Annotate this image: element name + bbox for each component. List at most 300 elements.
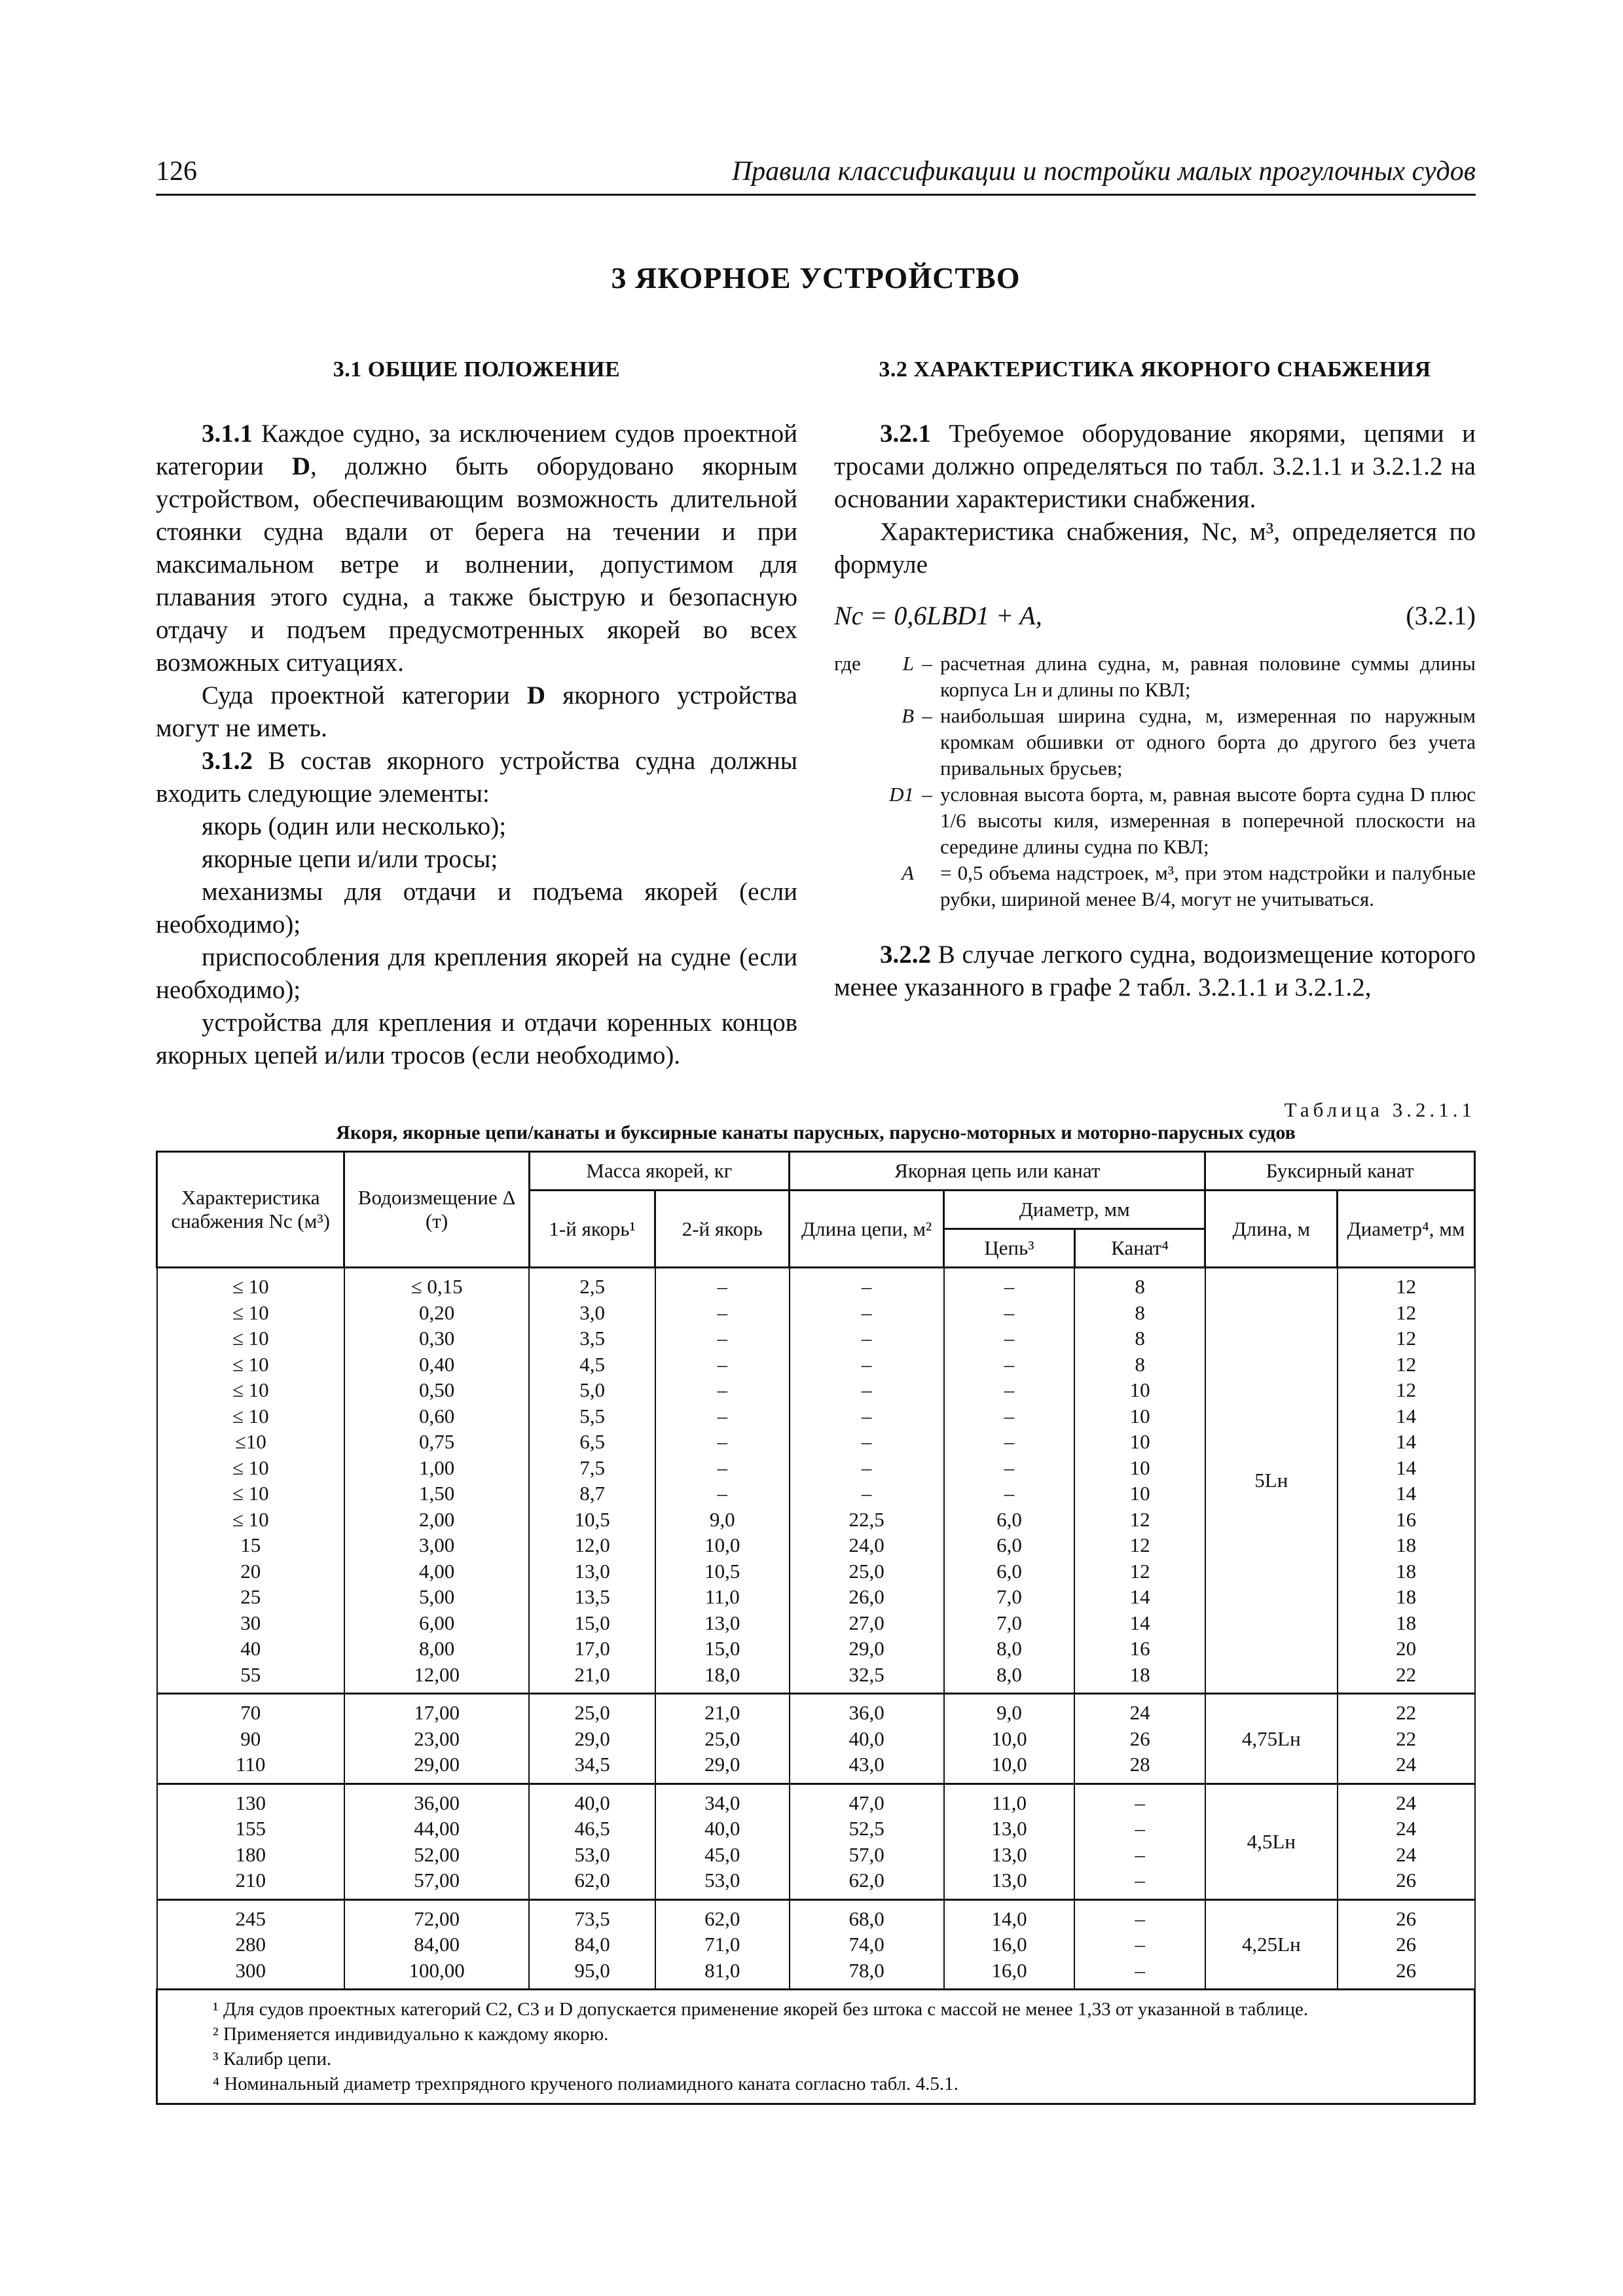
definition-row: B – наибольшая ширина судна, м, измеренная по наружным кромкам обшивки от одного борта до другого без учета привальных брусьев;	[834, 703, 1476, 781]
table-cell-value: 18	[1396, 1585, 1417, 1608]
table-cell-value: ≤ 10	[232, 1378, 269, 1401]
table-cell-value: 57,0	[848, 1842, 884, 1866]
table-cell-value: 62,0	[574, 1869, 610, 1892]
table-cell-value: 22	[1396, 1727, 1417, 1750]
table-cell-value: 55	[240, 1662, 261, 1686]
definition-row: где L – расчетная длина судна, м, равная половине суммы длины корпуса Lн и длины по КВЛ;	[834, 651, 1476, 703]
table-cell-value: 16	[1396, 1507, 1417, 1531]
page-number: 126	[156, 156, 197, 187]
table-cell-value: 16,0	[991, 1958, 1027, 1982]
cell-displacement	[344, 1694, 529, 1784]
table-cell-value: 24,0	[848, 1534, 884, 1556]
table-cell-value: 13,0	[574, 1559, 610, 1583]
cell-anchor-2	[655, 1694, 790, 1784]
table-cell-value: –	[1004, 1456, 1015, 1479]
cell-anchor-2	[655, 1268, 790, 1694]
table-cell-value: 95,0	[574, 1958, 610, 1982]
table-cell-value: –	[717, 1327, 728, 1350]
table-cell-value: 70	[240, 1701, 261, 1724]
table-cell-value: –	[1135, 1933, 1145, 1956]
table-cell-value: ≤ 10	[232, 1300, 269, 1324]
table-cell-value: ≤ 0,15	[410, 1275, 463, 1298]
cell-anchor-1	[529, 1784, 655, 1899]
cell-anchor-2	[655, 1784, 790, 1899]
table-cell-value: 57,00	[414, 1869, 460, 1892]
cell-tow-diameter	[1338, 1268, 1475, 1694]
clause-number: 3.1.1	[202, 420, 253, 448]
table-cell-value: 8	[1135, 1300, 1145, 1324]
definition-row	[834, 860, 1476, 912]
table-cell-value: 6,0	[996, 1534, 1022, 1556]
section-heading-3-1: 3.1 ОБЩИЕ ПОЛОЖЕНИЕ	[333, 357, 621, 382]
paragraph-category-d	[156, 679, 797, 745]
table-cell-value: 15	[240, 1534, 261, 1556]
table-cell-value: 2,5	[579, 1275, 605, 1298]
table-cell-value: 52,00	[414, 1842, 460, 1866]
paragraph-text: якорного устройства могут не иметь.	[156, 681, 797, 742]
table-cell-value: 1,50	[418, 1482, 455, 1505]
table-cell-value: 280	[235, 1933, 266, 1956]
table-cell-value: 81,0	[704, 1958, 740, 1982]
table-cell-value: 17,00	[414, 1701, 460, 1724]
table-cell-value: 15,0	[704, 1637, 740, 1660]
table-cell-value: 24	[1396, 1817, 1417, 1840]
table-cell-value: 43,0	[848, 1753, 884, 1776]
cell-nc	[157, 1899, 344, 1990]
table-cell-value: –	[861, 1456, 872, 1479]
cell-nc	[157, 1268, 344, 1694]
table-cell-value: 24	[1396, 1791, 1417, 1814]
note: ² Применяется индивидуально к каждому якорю.	[213, 2024, 609, 2045]
table-cell-value: 27,0	[848, 1611, 884, 1634]
table-cell-value: 7,0	[996, 1585, 1022, 1608]
right-column	[834, 353, 1476, 1004]
table-cell-value: 14	[1129, 1585, 1150, 1608]
table-cell-value: 180	[235, 1842, 266, 1866]
list-item: механизмы для отдачи и подъема якорей (если необходимо);	[156, 878, 797, 939]
table-cell-value: 12	[1396, 1378, 1417, 1401]
table-cell-value: –	[717, 1456, 728, 1479]
table-cell-value: ≤ 10	[232, 1456, 269, 1479]
table-cell-value: 11,0	[991, 1791, 1027, 1814]
cell-tow-length	[1205, 1784, 1338, 1899]
table-cell-value: 9,0	[996, 1701, 1022, 1724]
cell-rope-diameter	[1074, 1694, 1205, 1784]
table-cell-value: 45,0	[704, 1842, 740, 1866]
table-cell-value: 18	[1396, 1611, 1417, 1634]
tow-length-value: 4,25Lн	[1241, 1933, 1301, 1956]
table-cell-value: 6,0	[996, 1507, 1022, 1531]
cell-rope-diameter	[1074, 1899, 1205, 1990]
table-cell-value: 13,0	[704, 1611, 740, 1634]
table-cell-value: 6,5	[579, 1430, 605, 1453]
table-cell-value: 11,0	[704, 1585, 740, 1608]
table-cell-value: 40,0	[704, 1817, 740, 1840]
table-cell-value: 62,0	[704, 1907, 740, 1930]
formula-expression: Nc = 0,6LBD1 + A,	[834, 601, 1042, 630]
table-cell-value: 73,5	[574, 1907, 610, 1930]
where-definitions	[834, 651, 1476, 912]
table-cell-value: –	[861, 1327, 872, 1350]
tow-length-value: 4,5Lн	[1247, 1829, 1296, 1853]
table-cell-value: 24	[1396, 1842, 1417, 1866]
paragraph-3-1-2	[156, 745, 797, 810]
table-cell-value: 10	[1129, 1430, 1150, 1453]
cell-tow-diameter	[1338, 1899, 1475, 1990]
paragraph-3-2-1	[834, 418, 1476, 516]
table-cell-value: 6,00	[418, 1611, 455, 1634]
table-cell-value: –	[1004, 1378, 1015, 1401]
list-item: устройства для крепления и отдачи коренных концов якорных цепей и/или тросов (если необходимо).	[156, 1009, 797, 1069]
paragraph-nc-definition: Характеристика снабжения, Nc, м³, определяется по формуле	[834, 518, 1476, 579]
table-cell-value: 300	[235, 1958, 266, 1982]
running-header	[156, 152, 1476, 196]
cell-chain-diameter	[944, 1694, 1075, 1784]
cell-displacement	[344, 1784, 529, 1899]
table-cell-value: 20	[240, 1559, 261, 1583]
table-cell-value: 0,75	[418, 1430, 455, 1453]
header-anchor-mass: Масса якорей, кг	[529, 1152, 789, 1191]
header-tow-rope: Буксирный канат	[1205, 1152, 1475, 1191]
table-cell-value: 29,0	[574, 1727, 610, 1750]
table-cell-value: 14	[1129, 1611, 1150, 1634]
definition-text: условная высота борта, м, равная высоте борта судна D плюс 1/6 высоты киля, измеренная в поперечной плоскости на середине длины судна по КВЛ;	[940, 783, 1476, 858]
table-cell-value: –	[1004, 1327, 1015, 1350]
clause-number: 3.2.2	[880, 941, 931, 969]
definition-text: расчетная длина судна, м, равная половине суммы длины корпуса Lн и длины по КВЛ;	[940, 652, 1476, 701]
table-cell-value: 29,0	[704, 1753, 740, 1776]
table-cell-value: 36,0	[848, 1701, 884, 1724]
table-cell-value: –	[717, 1352, 728, 1376]
table-cell-value: –	[1135, 1869, 1145, 1892]
cell-anchor-2	[655, 1899, 790, 1990]
table-cell-value: ≤ 10	[232, 1482, 269, 1505]
table-cell-value: 29,0	[848, 1637, 884, 1660]
table-cell-value: 34,0	[704, 1791, 740, 1814]
table-cell-value: –	[1135, 1817, 1145, 1840]
header-rope: Канат⁴	[1074, 1229, 1205, 1268]
table-cell-value: 12,00	[414, 1662, 460, 1686]
paragraph-3-1-1	[156, 418, 797, 679]
table-cell-value: 14	[1396, 1482, 1417, 1505]
table-cell-value: 24	[1396, 1753, 1417, 1776]
table-cell-value: 84,0	[574, 1933, 610, 1956]
header-displacement: Водоизмещение Δ (т)	[344, 1152, 529, 1268]
table-cell-value: 4,5	[579, 1352, 605, 1376]
table-cell-value: 0,40	[418, 1352, 455, 1376]
table-cell-value: 46,5	[574, 1817, 610, 1840]
formula-number: (3.2.1)	[1406, 601, 1476, 630]
definition-symbol: L	[902, 652, 914, 675]
table-cell-value: 40,0	[848, 1727, 884, 1750]
table-cell-value: 8,00	[418, 1637, 455, 1660]
table-cell-value: 84,00	[414, 1933, 460, 1956]
table-cell-value: 12	[1396, 1352, 1417, 1376]
table-cell-value: 15,0	[574, 1611, 610, 1634]
table-cell-value: 18	[1129, 1662, 1150, 1686]
table-cell-value: 14,0	[991, 1907, 1027, 1930]
table-cell-value: 28	[1129, 1753, 1150, 1776]
table-cell-value: 34,5	[574, 1753, 610, 1776]
table-cell-value: 5,00	[418, 1585, 455, 1608]
chapter-title: 3 ЯКОРНОЕ УСТРОЙСТВО	[611, 261, 1021, 295]
section-heading-3-2: 3.2 ХАРАКТЕРИСТИКА ЯКОРНОГО СНАБЖЕНИЯ	[879, 357, 1431, 382]
header-tow-diameter: Диаметр⁴, мм	[1338, 1191, 1475, 1268]
table-cell-value: 18	[1396, 1534, 1417, 1556]
table-cell-value: 5,5	[579, 1404, 605, 1427]
table-cell-value: –	[1004, 1430, 1015, 1453]
paragraph-text: Требуемое оборудование якорями, цепями и тросами должно определяться по табл. 3.2.1.1 и 3.2.1.2 на основании характеристики снабжения.	[834, 420, 1476, 513]
table-body	[157, 1268, 1475, 1990]
table-cell-value: 7,5	[579, 1456, 605, 1479]
table-cell-value: 23,00	[414, 1727, 460, 1750]
table-cell-value: 9,0	[709, 1507, 735, 1531]
table-cell-value: 22	[1396, 1662, 1417, 1686]
table-cell-value: 8,7	[579, 1482, 605, 1505]
table-cell-value: 18	[1396, 1559, 1417, 1583]
table-cell-value: 25,0	[848, 1559, 884, 1583]
cell-chain-diameter	[944, 1899, 1075, 1990]
table-cell-value: ≤ 10	[232, 1352, 269, 1376]
cell-tow-diameter	[1338, 1784, 1475, 1899]
table-title: Якоря, якорные цепи/канаты и буксирные канаты парусных, парусно-моторных и моторно-парусных судов	[336, 1122, 1296, 1143]
table-cell-value: 12,0	[574, 1534, 610, 1556]
table-cell-value: 10,5	[704, 1559, 740, 1583]
table-cell-value: 210	[235, 1869, 266, 1892]
table-cell-value: 26	[1396, 1958, 1417, 1982]
table-cell-value: 3,0	[579, 1300, 605, 1324]
table-cell-value: 36,00	[414, 1791, 460, 1814]
table-cell-value: 5,0	[579, 1378, 605, 1401]
header-anchor-1: 1-й якорь¹	[529, 1191, 655, 1268]
table-cell-value: 22,5	[848, 1507, 884, 1531]
cell-chain-diameter	[944, 1268, 1075, 1694]
table-cell-value: 24	[1129, 1701, 1150, 1724]
definition-symbol: B	[902, 704, 914, 727]
header-anchor-2: 2-й якорь	[655, 1191, 790, 1268]
table-cell-value: 47,0	[848, 1791, 884, 1814]
cell-anchor-1	[529, 1899, 655, 1990]
tow-length-value: 5Lн	[1254, 1469, 1288, 1492]
paragraph-text: В состав якорного устройства судна должны входить следующие элементы:	[156, 747, 797, 808]
definition-text: наибольшая ширина судна, м, измеренная по наружным кромкам обшивки от одного борта до другого без учета привальных брусьев;	[940, 704, 1476, 780]
table-cell-value: ≤ 10	[232, 1507, 269, 1531]
table-cell-value: –	[1004, 1300, 1015, 1324]
table-cell-value: 53,0	[574, 1842, 610, 1866]
where-label: где	[834, 652, 861, 675]
paragraph-text: Каждое судно, за исключением судов проектной категории	[156, 420, 797, 480]
table-cell-value: 25	[240, 1585, 261, 1608]
table-cell-value: ≤10	[234, 1430, 266, 1453]
table-cell-value: –	[1004, 1275, 1015, 1298]
category-d: D	[291, 452, 311, 480]
table-cell-value: –	[1135, 1907, 1145, 1930]
table-cell-value: 12	[1396, 1275, 1417, 1298]
table-cell-value: 22	[1396, 1701, 1417, 1724]
table-cell-value: 7,0	[996, 1611, 1022, 1634]
cell-anchor-1	[529, 1268, 655, 1694]
table-cell-value: 17,0	[574, 1637, 610, 1660]
table-cell-value: 32,5	[848, 1662, 884, 1686]
table-header	[157, 1152, 1475, 1268]
table-cell-value: –	[1004, 1482, 1015, 1505]
table-row-group	[157, 1784, 1475, 1899]
table-cell-value: 40	[240, 1637, 261, 1660]
table-cell-value: 12	[1396, 1327, 1417, 1350]
table-cell-value: 21,0	[704, 1701, 740, 1724]
table-cell-value: –	[1135, 1958, 1145, 1982]
table-cell-value: 12	[1129, 1559, 1150, 1583]
list-item: якорные цепи и/или тросы;	[202, 845, 498, 873]
table-cell-value: 68,0	[848, 1907, 884, 1930]
table-cell-value: 30	[240, 1611, 261, 1634]
table-cell-value: 13,0	[991, 1817, 1027, 1840]
table-cell-value: 13,0	[991, 1842, 1027, 1866]
table-cell-value: –	[717, 1430, 728, 1453]
table-cell-value: 1,00	[418, 1456, 455, 1479]
table-cell-value: 71,0	[704, 1933, 740, 1956]
table-cell-value: 16	[1129, 1637, 1150, 1660]
table-cell-value: 26	[1396, 1869, 1417, 1892]
definition-text: = 0,5 объема надстроек, м³, при этом надстройки и палубные рубки, шириной менее B/4, могут не учитываться.	[940, 861, 1476, 910]
cell-nc	[157, 1694, 344, 1784]
table-cell-value: 26,0	[848, 1585, 884, 1608]
table-cell-value: 3,5	[579, 1327, 605, 1350]
cell-rope-diameter	[1074, 1268, 1205, 1694]
table-cell-value: 40,0	[574, 1791, 610, 1814]
table-cell-value: 16,0	[991, 1933, 1027, 1956]
cell-tow-length	[1205, 1899, 1338, 1990]
table-cell-value: 10,0	[991, 1727, 1027, 1750]
table-cell-value: 8	[1135, 1327, 1145, 1350]
table-cell-value: –	[861, 1378, 872, 1401]
table-cell-value: 78,0	[848, 1958, 884, 1982]
header-chain-length: Длина цепи, м²	[790, 1191, 944, 1268]
cell-nc	[157, 1784, 344, 1899]
table-cell-value: –	[861, 1352, 872, 1376]
definition-symbol: A	[902, 861, 914, 884]
table-cell-value: 26	[1129, 1727, 1150, 1750]
table-cell-value: 74,0	[848, 1933, 884, 1956]
header-diameter: Диаметр, мм	[944, 1191, 1205, 1229]
header-tow-length: Длина, м	[1205, 1191, 1338, 1268]
table-cell-value: –	[717, 1378, 728, 1401]
table-cell-value: 100,00	[409, 1958, 465, 1982]
table-cell-value: 10,0	[991, 1753, 1027, 1776]
table-cell-value: 8,0	[996, 1662, 1022, 1686]
table-row-group	[157, 1694, 1475, 1784]
table-cell-value: 10	[1129, 1482, 1150, 1505]
tow-length-value: 4,75Lн	[1241, 1727, 1301, 1750]
table-cell-value: 26	[1396, 1933, 1417, 1956]
table-cell-value: 10	[1129, 1404, 1150, 1427]
clause-number: 3.2.1	[880, 420, 931, 448]
table-cell-value: 52,5	[848, 1817, 884, 1840]
clause-number: 3.1.2	[202, 747, 253, 775]
list-item: приспособления для крепления якорей на судне (если необходимо);	[156, 943, 797, 1004]
table-cell-value: 20	[1396, 1637, 1417, 1660]
table-cell-value: 53,0	[704, 1869, 740, 1892]
table-cell-value: –	[861, 1482, 872, 1505]
cell-tow-diameter	[1338, 1694, 1475, 1784]
table-cell-value: 14	[1396, 1404, 1417, 1427]
table-cell-value: 12	[1129, 1534, 1150, 1556]
table-cell-value: 90	[240, 1727, 261, 1750]
table-cell-value: 10	[1129, 1378, 1150, 1401]
table-cell-value: 26	[1396, 1907, 1417, 1930]
table-cell-value: 14	[1396, 1430, 1417, 1453]
anchor-equipment-table	[156, 1151, 1476, 2105]
table-cell-value: –	[861, 1430, 872, 1453]
table-cell-value: 44,00	[414, 1817, 460, 1840]
table-cell-value: 10	[1129, 1456, 1150, 1479]
table-cell-value: 13,5	[574, 1585, 610, 1608]
table-cell-value: 29,00	[414, 1753, 460, 1776]
table-cell-value: ≤ 10	[232, 1404, 269, 1427]
paragraph-text: Суда проектной категории	[202, 681, 527, 709]
header-nc: Характеристика снабжения Nc (м³)	[157, 1152, 344, 1268]
table-cell-value: 10,5	[574, 1507, 610, 1531]
table-cell-value: 21,0	[574, 1662, 610, 1686]
table-cell-value: 4,00	[418, 1559, 455, 1583]
table-cell-value: –	[861, 1275, 872, 1298]
table-cell-value: 6,0	[996, 1559, 1022, 1583]
table-row-group	[157, 1899, 1475, 1990]
table-cell-value: –	[861, 1300, 872, 1324]
table-cell-value: 10,0	[704, 1534, 740, 1556]
formula-3-2-1	[834, 600, 1476, 632]
cell-chain-length	[790, 1268, 944, 1694]
cell-chain-length	[790, 1899, 944, 1990]
table-cell-value: –	[717, 1275, 728, 1298]
table-cell-value: –	[717, 1300, 728, 1324]
cell-tow-length	[1205, 1694, 1338, 1784]
table-cell-value: 18,0	[704, 1662, 740, 1686]
definition-symbol: D1	[889, 783, 914, 806]
definition-row: D1 – условная высота борта, м, равная высоте борта судна D плюс 1/6 высоты киля, измеренная в поперечной плоскости на середине длины судна по КВЛ;	[834, 781, 1476, 860]
table-cell-value: 72,00	[414, 1907, 460, 1930]
note: ⁴ Номинальный диаметр трехпрядного крученого полиамидного каната согласно табл. 4.5.1.	[213, 2073, 958, 2094]
cell-chain-length	[790, 1694, 944, 1784]
cell-displacement	[344, 1899, 529, 1990]
note: ¹ Для судов проектных категорий C2, C3 и D допускается применение якорей без штока с массой не менее 1,33 от указанной в таблице.	[213, 1999, 1309, 2020]
table-cell-value: 155	[235, 1817, 266, 1840]
table-cell-value: 8	[1135, 1275, 1145, 1298]
table-notes	[157, 1990, 1475, 2104]
header-anchor-chain: Якорная цепь или канат	[790, 1152, 1205, 1191]
table-cell-value: –	[1004, 1352, 1015, 1376]
table-cell-value: –	[717, 1482, 728, 1505]
table-cell-value: –	[861, 1404, 872, 1427]
cell-tow-length	[1205, 1268, 1338, 1694]
cell-displacement	[344, 1268, 529, 1694]
paragraph-text: В случае легкого судна, водоизмещение которого менее указанного в графе 2 табл. 3.2.1.1 и 3.2.1.2,	[834, 941, 1476, 1001]
table-cell-value: 13,0	[991, 1869, 1027, 1892]
table-cell-value: 12	[1129, 1507, 1150, 1531]
table-cell-value: ≤ 10	[232, 1275, 269, 1298]
paragraph-text: , должно быть оборудовано якорным устройством, обеспечивающим возможность длительной стоянки судна вдали от берега на течении и при максимальном ветре и волнении, допустимом для плавания этого судна, а также быструю и безопасную отдачу и подъем предусмотренных якорей во всех возможных ситуациях.	[156, 452, 797, 677]
table-row-group	[157, 1268, 1475, 1694]
table-cell-value: 130	[235, 1791, 266, 1814]
table-cell-value: 245	[235, 1907, 266, 1930]
note: ³ Калибр цепи.	[213, 2049, 332, 2070]
left-column	[156, 353, 797, 1072]
table-cell-value: 2,00	[418, 1507, 455, 1531]
table-cell-value: –	[717, 1404, 728, 1427]
table-cell-value: –	[1004, 1404, 1015, 1427]
table-number: Таблица 3.2.1.1	[1284, 1098, 1476, 1121]
cell-chain-diameter	[944, 1784, 1075, 1899]
